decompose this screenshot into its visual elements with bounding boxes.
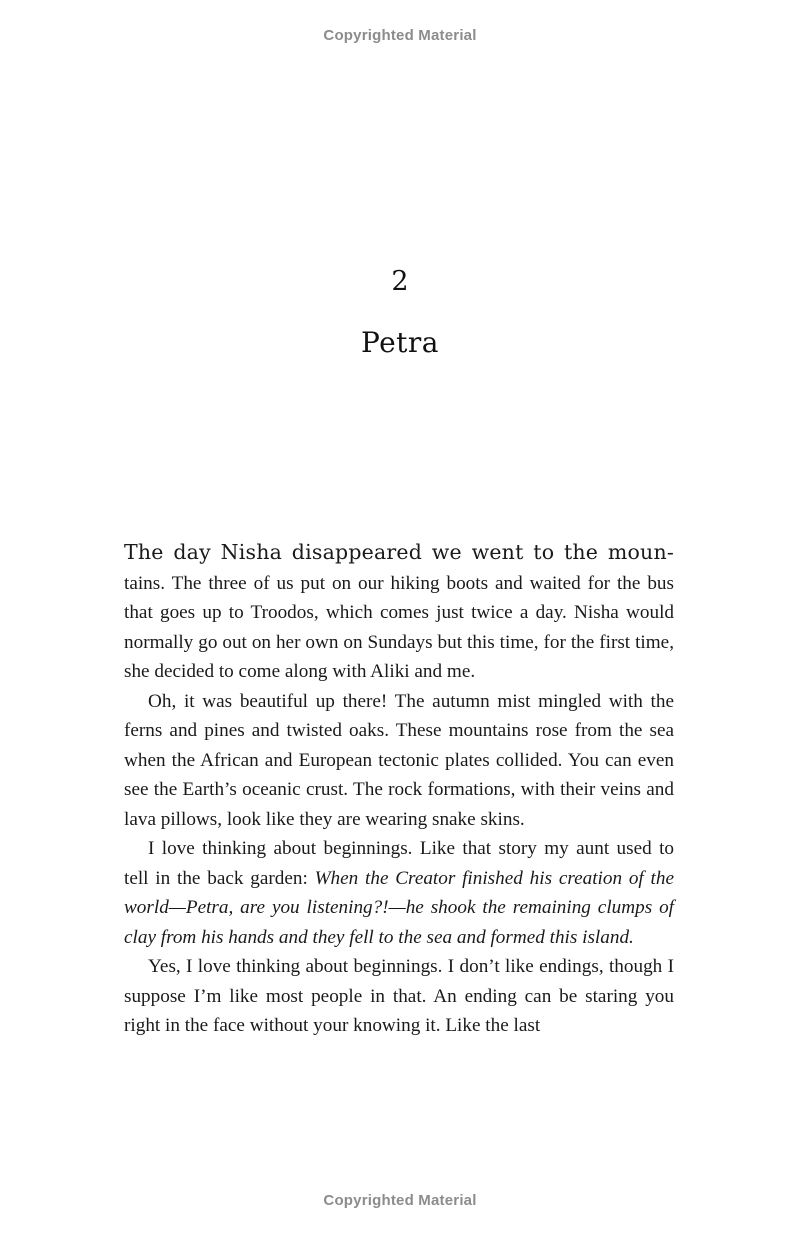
- paragraph-2: Oh, it was beautiful up there! The autumn mist mingled with the ferns and pines and twisted oaks. These mountains rose from the sea when the African and European tectonic plates collided. You can even see the Earth’s oceanic crust. The rock formations, with their veins and lava pillows, look like they are wearing snake skins.: [124, 690, 674, 830]
- copyright-watermark-bottom: Copyrighted Material: [323, 1192, 477, 1209]
- chapter-number: 2: [391, 266, 409, 297]
- paragraph-1: [124, 538, 674, 687]
- paragraph-1-text: tains. The three of us put on our hiking boots and waited for the bus that goes up to Troodos, which comes just twice a day. Nisha would normally go out on her own on Sundays but this time, for the first time, she decided to come along with Aliki and me.: [124, 572, 674, 682]
- chapter-body: [124, 538, 674, 1041]
- creation-story-quote: When the Creator finished his creation of the world—Petra, are you listening?!—he shook the remaining clumps of clay from his hands and they fell to the sea and formed this island.: [124, 867, 674, 948]
- paragraph-3: [124, 834, 674, 952]
- paragraph-4: Yes, I love thinking about beginnings. I don’t like endings, though I suppose I’m like most people in that. An ending can be staring you right in the face without your knowing it. Like the last: [124, 956, 674, 1036]
- lead-in-text: The day Nisha disappeared we went to the moun-: [124, 540, 674, 564]
- chapter-title: Petra: [361, 326, 439, 359]
- paragraph-3-text: I love thinking about beginnings. Like that story my aunt used to tell in the back garden:: [124, 838, 674, 889]
- copyright-watermark-top: Copyrighted Material: [323, 27, 477, 44]
